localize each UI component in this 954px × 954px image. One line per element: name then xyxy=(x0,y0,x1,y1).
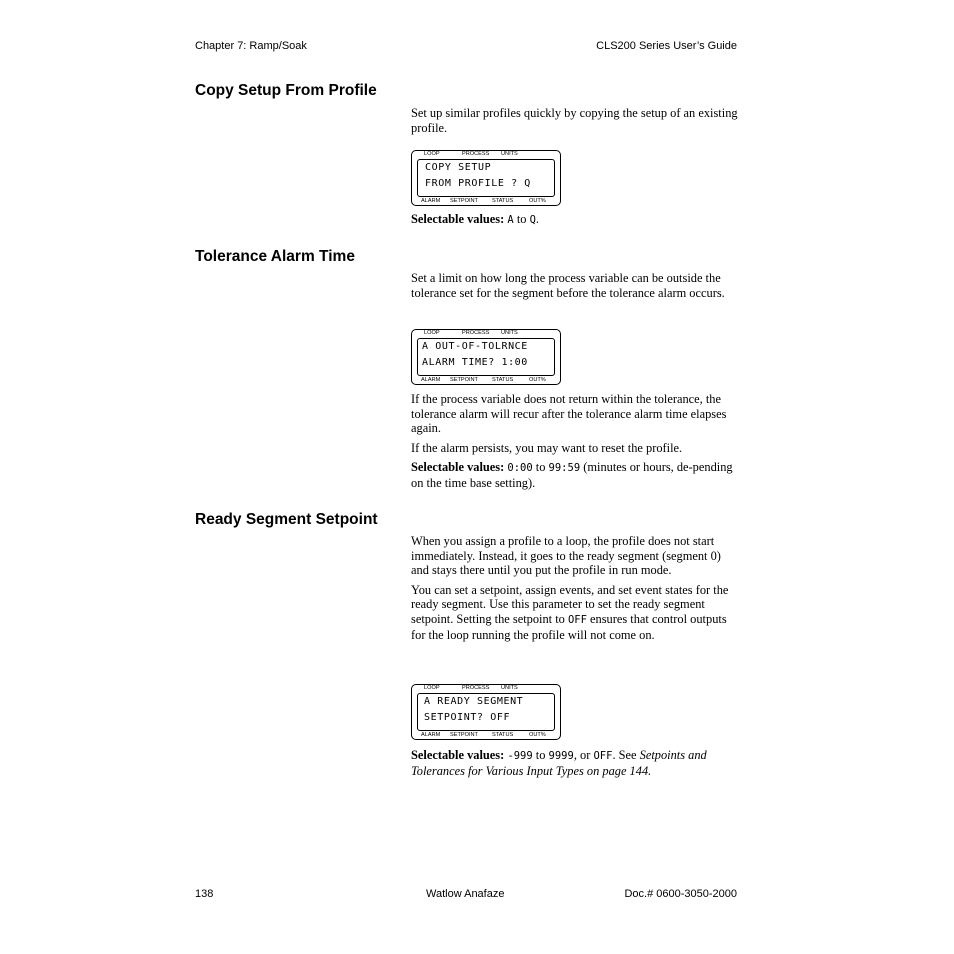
value-max: Q xyxy=(529,214,536,226)
value-max: 9999 xyxy=(548,750,574,762)
value-off: OFF xyxy=(593,750,613,762)
value-see: . See xyxy=(612,748,637,762)
lcd-label-alarm: ALARM xyxy=(421,198,441,204)
body-paragraph: If the alarm persists, you may want to reset the profile. xyxy=(411,440,683,455)
section-title-tolerance-alarm-time: Tolerance Alarm Time xyxy=(195,248,355,265)
selectable-label: Selectable values: xyxy=(411,460,505,475)
value-to: to xyxy=(535,748,546,762)
lcd-label-out: OUT% xyxy=(529,732,546,738)
section-ready-segment-body xyxy=(411,534,741,647)
section-copy-setup-intro xyxy=(411,106,741,140)
value-or: , or xyxy=(573,748,591,762)
selectable-values-copy-setup xyxy=(411,212,741,233)
lcd-label-out: OUT% xyxy=(529,198,546,204)
lcd-screen xyxy=(417,338,555,376)
lcd-label-loop: LOOP xyxy=(424,685,440,691)
lcd-label-process: PROCESS xyxy=(462,330,490,336)
lcd-line-2: FROM PROFILE ? Q xyxy=(425,178,531,189)
value-end: . xyxy=(535,212,539,226)
lcd-label-loop: LOOP xyxy=(424,330,440,336)
running-header-title: CLS200 Series User’s Guide xyxy=(596,40,737,52)
body-paragraph: If the process variable does not return within the tolerance, the tolerance alarm will recur after the tolerance alarm time elapses again. xyxy=(411,392,727,436)
code-off: OFF xyxy=(567,613,587,626)
intro-paragraph: When you assign a profile to a loop, the profile does not start immediately. Instead, it goes to the ready segment (segment 0) and stays there until you put the profile in run mode. xyxy=(411,534,721,578)
intro-paragraph: Set up similar profiles quickly by copying the setup of an existing profile. xyxy=(411,106,738,135)
lcd-display-tolerance-alarm xyxy=(411,329,561,385)
lcd-line-1: A READY SEGMENT xyxy=(424,696,524,707)
lcd-label-status: STATUS xyxy=(492,732,514,738)
lcd-screen xyxy=(417,159,555,197)
selectable-values-tolerance xyxy=(411,460,741,490)
body-paragraph xyxy=(411,583,741,642)
value-to: to xyxy=(516,212,527,226)
lcd-screen xyxy=(417,693,555,731)
lcd-label-status: STATUS xyxy=(492,198,514,204)
value-min: 0:00 xyxy=(507,462,533,475)
lcd-label-units: UNITS xyxy=(501,685,518,691)
value-end: (minutes or hours, de-pending on the time base setting). xyxy=(411,460,733,490)
lcd-label-units: UNITS xyxy=(501,330,518,336)
lcd-label-units: UNITS xyxy=(501,151,518,157)
lcd-display-copy-setup xyxy=(411,150,561,206)
value-max: 99:59 xyxy=(548,462,581,475)
intro-paragraph: Set a limit on how long the process variable can be outside the tolerance set for the segment before the tolerance alarm occurs. xyxy=(411,271,725,300)
selectable-label: Selectable values: xyxy=(411,212,505,226)
selectable-values-ready-segment xyxy=(411,748,741,783)
section-title-copy-setup: Copy Setup From Profile xyxy=(195,82,377,99)
section-tolerance-body xyxy=(411,392,741,496)
body-text: ensures that control outputs for the loop running the profile will not come on. xyxy=(411,611,727,642)
lcd-line-2: ALARM TIME? 1:00 xyxy=(422,357,528,368)
running-header-chapter: Chapter 7: Ramp/Soak xyxy=(195,40,307,52)
lcd-label-setpoint: SETPOINT xyxy=(450,732,478,738)
lcd-display-ready-segment xyxy=(411,684,561,740)
footer-doc-number: Doc.# 0600-3050-2000 xyxy=(624,888,737,900)
value-to: to xyxy=(535,460,546,475)
lcd-line-2: SETPOINT? OFF xyxy=(424,712,511,723)
page-number: 138 xyxy=(195,888,214,900)
value-min: A xyxy=(507,214,514,226)
cross-reference-link[interactable]: Setpoints and Tolerances for Various Input Types on page 144. xyxy=(411,748,707,778)
lcd-label-alarm: ALARM xyxy=(421,732,441,738)
lcd-label-process: PROCESS xyxy=(462,151,490,157)
section-tolerance-intro xyxy=(411,271,741,305)
footer-company: Watlow Anafaze xyxy=(426,888,505,900)
selectable-label: Selectable values: xyxy=(411,748,505,762)
lcd-line-1: COPY SETUP xyxy=(425,162,492,173)
lcd-label-alarm: ALARM xyxy=(421,377,441,383)
lcd-label-setpoint: SETPOINT xyxy=(450,198,478,204)
lcd-label-status: STATUS xyxy=(492,377,514,383)
value-min: -999 xyxy=(507,750,533,762)
body-text: You can set a setpoint, assign events, and set event states for the ready segment. Use this parameter to set the ready segment setpoint. Setting the setpoint to xyxy=(411,582,729,626)
lcd-label-loop: LOOP xyxy=(424,151,440,157)
lcd-label-setpoint: SETPOINT xyxy=(450,377,478,383)
lcd-label-out: OUT% xyxy=(529,377,546,383)
section-title-ready-segment-setpoint: Ready Segment Setpoint xyxy=(195,511,378,528)
lcd-label-process: PROCESS xyxy=(462,685,490,691)
lcd-line-1: A OUT-OF-TOLRNCE xyxy=(422,341,528,352)
